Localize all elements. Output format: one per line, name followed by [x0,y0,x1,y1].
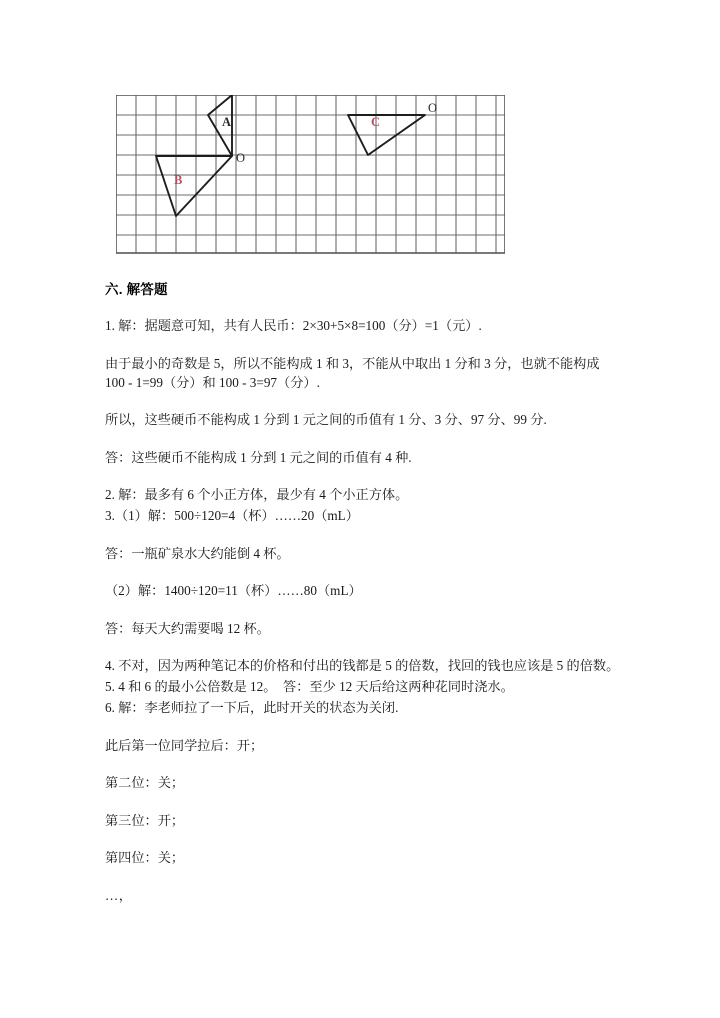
answer-q1-line1: 1. 解：据题意可知，共有人民币：2×30+5×8=100（分）=1（元）. [105,318,482,333]
answer-q3-part1: 3.（1）解：500÷120=4（杯）……20（mL） [105,508,359,523]
answer-q3-part2: （2）解：1400÷120=11（杯）……80（mL） [105,583,362,598]
answer-q3-result2: 答：每天大约需要喝 12 杯。 [105,620,270,636]
answer-q1-line3: 所以，这些硬币不能构成 1 分到 1 元之间的币值有 1 分、3 分、97 分、99 分. [105,412,547,427]
answer-q6-step3: 第三位：开； [105,812,185,828]
answer-q6-continuation: …， [105,887,133,903]
label-b: B [174,173,183,187]
label-o-left: O [236,151,246,165]
geometry-figure [116,95,505,254]
answers-section [105,281,625,923]
answer-q6-step1: 此后第一位同学拉后：开； [105,737,264,753]
answer-q6-step2: 第二位：关； [105,775,185,790]
label-a: A [222,115,232,129]
answer-q6: 6. 解：李老师拉了一下后，此时开关的状态为关闭. [105,700,399,715]
answer-q6-step4: 第四位：关； [105,850,185,865]
label-c: C [371,115,381,129]
figure-canvas [116,95,505,254]
label-o-right: O [428,101,438,115]
answer-q3-result1: 答：一瓶矿泉水大约能倒 4 杯。 [105,545,290,561]
answer-q5: 5. 4 和 6 的最小公倍数是 12。 答：至少 12 天后给这两种花同时浇水。 [105,679,514,694]
section-heading: 六. 解答题 [105,282,168,297]
triangle-b [156,156,232,216]
answer-q2: 2. 解：最多有 6 个小正方体，最少有 4 个小正方体。 [105,487,409,502]
answer-q1-line2: 由于最小的奇数是 5，所以不能构成 1 和 3，不能从中取出 1 分和 3 分，也就不能构成 100 - 1=99（分）和 100 - 3=97（分）. [105,355,600,390]
answer-q1-final: 答：这些硬币不能构成 1 分到 1 元之间的币值有 4 种. [105,449,412,465]
answer-q4: 4. 不对，因为两种笔记本的价格和付出的钱都是 5 的倍数，找回的钱也应该是 5 的倍数。 [105,658,620,673]
